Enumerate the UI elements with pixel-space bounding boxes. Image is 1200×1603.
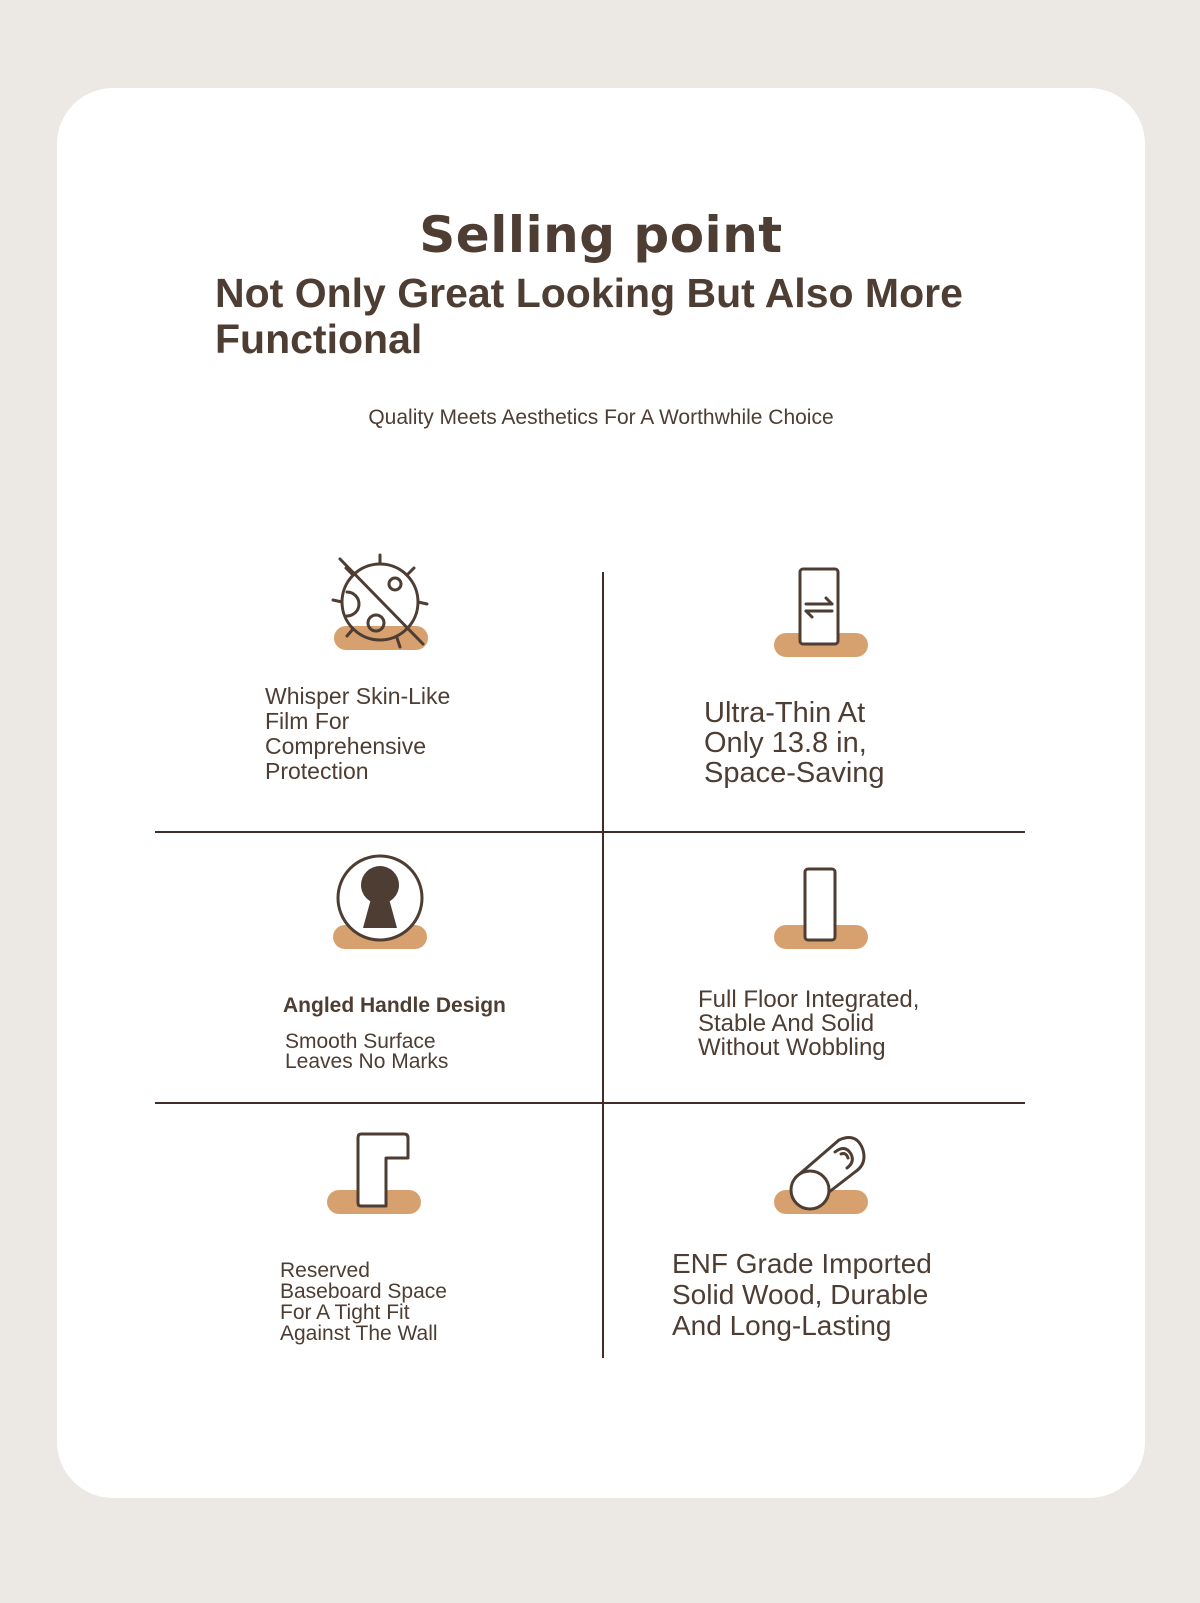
page-title: Selling point	[419, 206, 783, 264]
upright-panel-icon	[771, 866, 871, 952]
feature-caption: Whisper Skin-Like Film For Comprehensive Protection	[265, 683, 451, 784]
feature-caption: Full Floor Integrated, Stable And Solid Without Wobbling	[698, 986, 920, 1061]
grid-divider-vertical	[602, 572, 604, 1358]
slim-cabinet-icon	[771, 566, 871, 662]
feature-caption: ENF Grade Imported Solid Wood, Durable And Long-Lasting	[672, 1248, 932, 1341]
selling-point-card	[57, 88, 1145, 1498]
feature-caption: Reserved Baseboard Space For A Tight Fit Against The Wall	[280, 1259, 447, 1345]
keyhole-icon	[330, 850, 430, 952]
baseboard-notch-icon	[324, 1130, 424, 1220]
grid-divider-row-1	[155, 831, 1025, 833]
headline: Not Only Great Looking But Also More Functional	[215, 270, 963, 362]
feature-caption: Ultra-Thin At Only 13.8 in, Space-Saving	[704, 697, 885, 789]
wood-log-icon	[771, 1132, 871, 1218]
feature-caption: Smooth Surface Leaves No Marks	[285, 1030, 449, 1073]
grid-divider-row-2	[155, 1102, 1025, 1104]
anti-bacteria-icon	[325, 550, 435, 660]
subtitle: Quality Meets Aesthetics For A Worthwhile Choice	[368, 406, 834, 429]
feature-heading: Angled Handle Design	[283, 994, 506, 1017]
